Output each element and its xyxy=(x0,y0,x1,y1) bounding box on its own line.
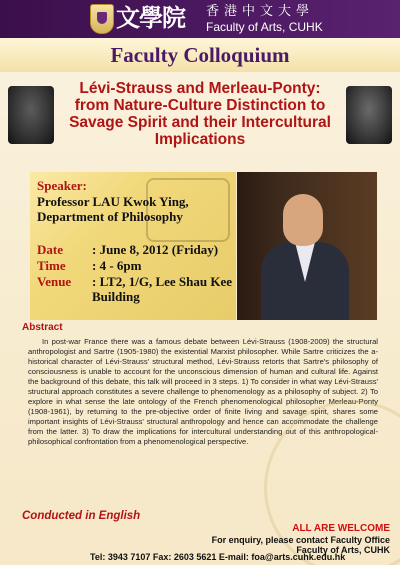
speaker-label: Speaker: xyxy=(37,178,87,193)
time-label: Time xyxy=(37,258,66,273)
series-title: Faculty Colloquium xyxy=(110,43,290,67)
talk-title: Lévi-Strauss and Merleau-Ponty: from Nature-Culture Distinction to Savage Spirit and their Intercultural Implications xyxy=(69,80,331,148)
date-label: Date xyxy=(37,242,63,257)
photo-face xyxy=(283,194,323,246)
speaker-photo xyxy=(237,172,377,320)
university-crest-icon xyxy=(90,4,114,34)
header-bar xyxy=(0,0,400,38)
enquiry-line: For enquiry, please contact Faculty Office xyxy=(211,535,390,545)
faculty-logo-cn: 文學院 xyxy=(116,3,185,32)
abstract-text: In post-war France there was a famous debate between Lévi-Strauss (1908-2009) the structural anthropologist and Sartre (1905-1980) the existential Marxist philosopher. While Sartre criticizes the a-historical character of Lévi-Strauss' structural method, Lévi-Strauss retorts that Sartre's philosophy of consciousness is unable to account for the unconscious dimension of human and cultural life. Against the background of this debate, this talk will proceed in 3 steps. 1) To consider in what way Lévi-Strauss' structural approach constitutes a severe challenge to phenomenology as a philosophy of subject. 2) To explore in what sense the late ontology of the French phenomenological philosopher Merleau-Ponty (1908-1961), by returning to the pre-objective order of finite living and savage spirit, shares some important insights of Lévi-Strauss' structural anthropology and hence can accommodate the challenge from the latter. 3) To draw the implications for intercultural understanding out of this anthropological-philosophical confrontation from a phenomenological perspective. xyxy=(28,337,378,446)
portrait-right-icon xyxy=(346,86,392,144)
speaker-department: Department of Philosophy xyxy=(37,209,183,224)
venue-label: Venue xyxy=(37,274,72,289)
venue-value: : LT2, 1/G, Lee Shau Kee Building xyxy=(92,274,233,304)
university-name-cn: 香港中文大學 xyxy=(206,4,315,19)
faculty-name-en: Faculty of Arts, CUHK xyxy=(206,20,323,34)
time-value: : 4 - 6pm xyxy=(92,258,142,273)
welcome-note: ALL ARE WELCOME xyxy=(292,523,390,534)
language-note: Conducted in English xyxy=(22,510,141,522)
abstract-heading: Abstract xyxy=(22,322,63,333)
office-line: Faculty of Arts, CUHK xyxy=(296,545,390,555)
contact-line: Tel: 3943 7107 Fax: 2603 5621 E-mail: foa@arts.cuhk.edu.hk xyxy=(90,552,346,562)
speaker-name: Professor LAU Kwok Ying, xyxy=(37,194,189,209)
series-band xyxy=(0,38,400,72)
speaker-name-block xyxy=(37,194,237,224)
portrait-left-icon xyxy=(8,86,54,144)
date-value: : June 8, 2012 (Friday) xyxy=(92,242,219,257)
